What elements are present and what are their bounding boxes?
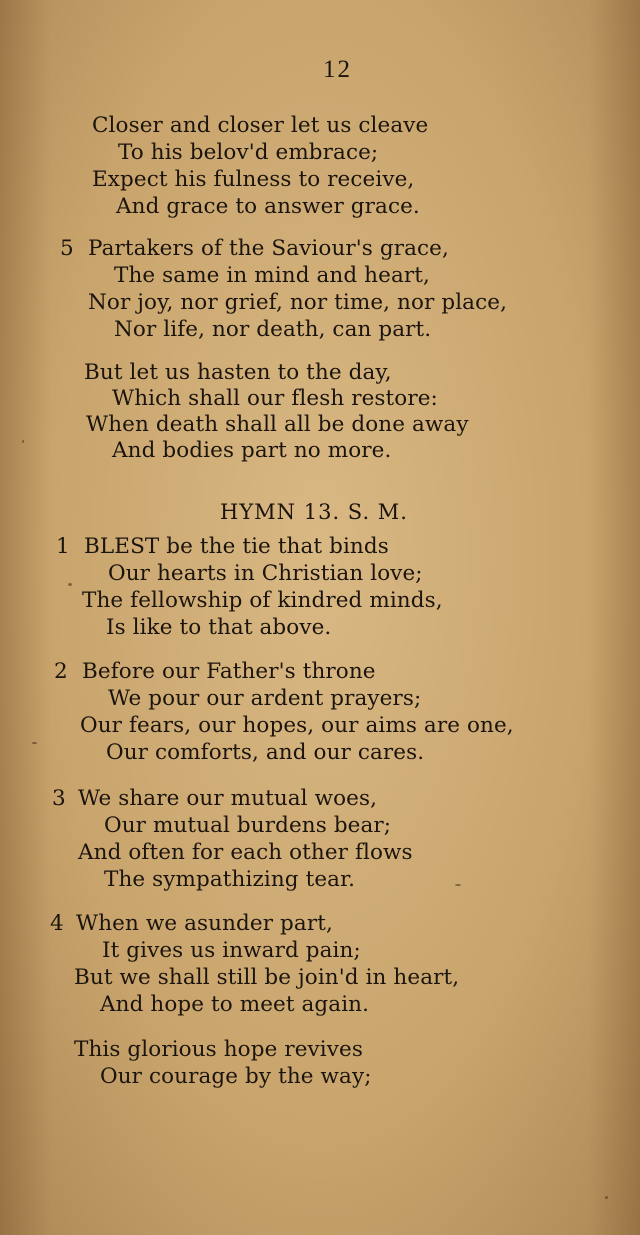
verse-line: And grace to answer grace. xyxy=(116,194,420,219)
verse-line: Expect his fulness to receive, xyxy=(92,167,415,192)
paper-speck xyxy=(455,884,461,886)
verse-line: But we shall still be join'd in heart, xyxy=(74,965,460,990)
stanza-number: 4 xyxy=(50,911,64,936)
verse-line: We pour our ardent prayers; xyxy=(108,686,422,711)
stanza-number: 1 xyxy=(56,534,70,559)
verse-line: Our fears, our hopes, our aims are one, xyxy=(80,713,514,738)
stanza-number: 2 xyxy=(54,659,68,684)
verse-line: Closer and closer let us cleave xyxy=(92,113,429,138)
verse-line: BLEST be the tie that binds xyxy=(84,534,389,559)
verse-line: But let us hasten to the day, xyxy=(84,360,392,385)
verse-line: Before our Father's throne xyxy=(82,659,376,684)
verse-line: And often for each other flows xyxy=(78,840,413,865)
verse-line: The same in mind and heart, xyxy=(114,263,430,288)
verse-line: Our hearts in Christian love; xyxy=(108,561,423,586)
verse-line: And bodies part no more. xyxy=(112,438,392,463)
page-number: 12 xyxy=(323,56,352,83)
verse-line: This glorious hope revives xyxy=(74,1037,363,1062)
verse-line: When death shall all be done away xyxy=(86,412,469,437)
verse-line: Which shall our flesh restore: xyxy=(112,386,438,411)
verse-line: It gives us inward pain; xyxy=(102,938,361,963)
verse-line: Is like to that above. xyxy=(106,615,332,640)
verse-line: To his belov'd embrace; xyxy=(118,140,379,165)
verse-line: Our courage by the way; xyxy=(100,1064,372,1089)
verse-line: Partakers of the Saviour's grace, xyxy=(88,236,449,261)
verse-line: And hope to meet again. xyxy=(100,992,370,1017)
verse-line: The fellowship of kindred minds, xyxy=(82,588,443,613)
verse-line: We share our mutual woes, xyxy=(78,786,378,811)
paper-speck xyxy=(22,440,24,443)
stanza-number: 3 xyxy=(52,786,66,811)
hymn-heading: HYMN 13. S. M. xyxy=(220,500,408,524)
verse-line: Our comforts, and our cares. xyxy=(106,740,425,765)
paper-speck xyxy=(68,583,72,586)
verse-line: Our mutual burdens bear; xyxy=(104,813,392,838)
paper-speck xyxy=(32,742,37,744)
verse-line: Nor joy, nor grief, nor time, nor place, xyxy=(88,290,507,315)
verse-line: When we asunder part, xyxy=(76,911,333,936)
verse-line: Nor life, nor death, can part. xyxy=(114,317,432,342)
stanza-number: 5 xyxy=(60,236,74,261)
paper-speck xyxy=(605,1196,608,1199)
verse-line: The sympathizing tear. xyxy=(104,867,356,892)
